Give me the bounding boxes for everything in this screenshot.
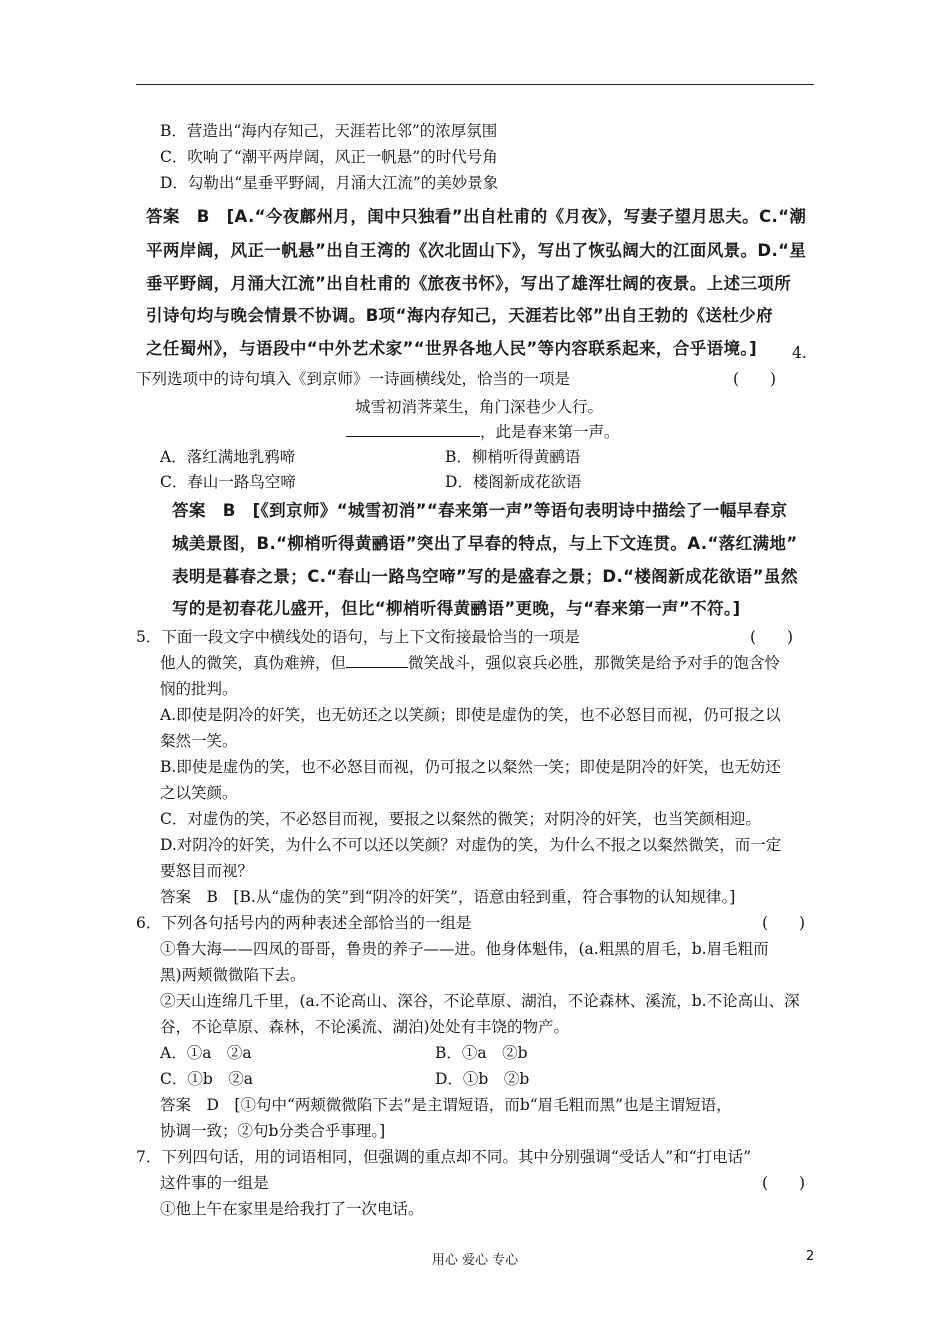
question-4-stem: 下列选项中的诗句填入《到京师》一诗画横线处，恰当的一项是 bbox=[136, 370, 571, 388]
answer-5: 答案 B [B.从“虚伪的笑”到“阴冷的奸笑”，语意由轻到重，符合事物的认知规律。] bbox=[160, 888, 736, 906]
q6-option-a: A．①a ②a bbox=[160, 1044, 252, 1062]
q5-option-b-2: 之以笑颜。 bbox=[160, 784, 238, 802]
q5-option-d-2: 要怒目而视？ bbox=[160, 862, 254, 880]
question-6-stem: 6．下列各句括号内的两种表述全部恰当的一组是 bbox=[136, 914, 472, 932]
answer-6-line-2: 协调一致；②句b分类合乎事理。] bbox=[160, 1122, 386, 1140]
answer-3-line-5: 之任蜀州》，与语段中“中外艺术家”“世界各地人民”等内容联系起来，合乎语境。] bbox=[146, 339, 758, 358]
question-5-passage-1: 他人的微笑，真伪难辨，但 微笑战斗，强似哀兵必胜，那微笑是给予对手的饱含怜 bbox=[160, 654, 781, 672]
question-7-stem-2: 这件事的一组是 bbox=[160, 1174, 269, 1192]
q4-option-b: B．柳梢听得黄鹂语 bbox=[445, 448, 581, 466]
question-6-sentence-2b: 谷，不论草原、森林，不论溪流、湖泊)处处有丰饶的物产。 bbox=[160, 1018, 570, 1036]
q4-option-a: A．落红满地乳鸦啼 bbox=[160, 448, 296, 466]
q6-option-b: B．①a ②b bbox=[435, 1044, 528, 1062]
q6-option-d: D．①b ②b bbox=[435, 1070, 530, 1088]
q5-option-d-1: D.对阴冷的奸笑，为什么不可以还以笑颜？对虚伪的笑，为什么不报之以粲然微笑，而一定 bbox=[160, 836, 782, 854]
q5-option-c: C．对虚伪的笑，不必怒目而视，要报之以粲然的微笑；对阴冷的奸笑，也当笑颜相迎。 bbox=[160, 810, 761, 828]
answer-3-line-3: 垂平野阔，月涌大江流”出自杜甫的《旅夜书怀》，写出了雄浑壮阔的夜景。上述三项所 bbox=[146, 274, 792, 293]
poem-line-2: ，此是春来第一声。 bbox=[346, 422, 620, 442]
option-c: C．吹响了“潮平两岸阔，风正一帆悬”的时代号角 bbox=[160, 148, 498, 166]
question-7-paren: ( ) bbox=[762, 1174, 806, 1192]
answer-6-line-1: 答案 D [①句中“两颊微微陷下去”是主谓短语，而b“眉毛粗而黑”也是主谓短语， bbox=[160, 1096, 732, 1114]
q4-option-d: D．楼阁新成花欲语 bbox=[445, 473, 582, 491]
q5-option-b-1: B.即使是虚伪的笑，也不必怒目而视，仍可报之以粲然一笑；即使是阴冷的奸笑，也无妨还 bbox=[160, 758, 781, 776]
page-footer: 用心 爱心 专心 bbox=[431, 1253, 519, 1268]
q6-option-c: C．①b ②a bbox=[160, 1070, 254, 1088]
question-5-passage-2: 悯的批判。 bbox=[160, 680, 238, 698]
question-7-sentence-1: ①他上午在家里是给我打了一次电话。 bbox=[160, 1200, 424, 1218]
question-6-sentence-1b: 黑)两颊微微陷下去。 bbox=[160, 966, 306, 984]
q4-option-c: C．春山一路鸟空啼 bbox=[160, 473, 296, 491]
question-6-paren: ( ) bbox=[762, 914, 806, 932]
option-d: D．勾勒出“星垂平野阔，月涌大江流”的美妙景象 bbox=[160, 174, 499, 192]
answer-4-line-1: 答案 B [《到京师》“城雪初消”“春来第一声”等语句表明诗中描绘了一幅早春京 bbox=[172, 501, 788, 520]
page-number: 2 bbox=[806, 1249, 815, 1264]
question-4-paren: ( ) bbox=[733, 370, 777, 388]
question-5-stem: 5．下面一段文字中横线处的语句，与上下文衔接最恰当的一项是 bbox=[136, 628, 580, 646]
question-6-sentence-2a: ②天山连绵几千里，(a.不论高山、深谷，不论草原、湖泊，不论森林、溪流，b.不论高山、深 bbox=[160, 992, 800, 1010]
q5-option-a-2: 粲然一笑。 bbox=[160, 732, 238, 750]
question-6-sentence-1a: ①鲁大海——四凤的哥哥，鲁贵的养子——进。他身体魁伟，(a.粗黑的眉毛，b.眉毛粗而 bbox=[160, 940, 769, 958]
question-7-stem-1: 7．下列四句话，用的词语相同，但强调的重点却不同。其中分别强调“受话人”和“打电话” bbox=[136, 1148, 752, 1166]
answer-4-line-2: 城美景图，B.“柳梢听得黄鹂语”突出了早春的特点，与上下文连贯。A.“落红满地” bbox=[172, 534, 798, 553]
answer-4-line-3: 表明是暮春之景；C.“春山一路鸟空啼”写的是盛春之景；D.“楼阁新成花欲语”虽然 bbox=[172, 567, 798, 586]
answer-3-line-1: 答案 B [A.“今夜鄜州月，闺中只独看”出自杜甫的《月夜》，写妻子望月思夫。C.“潮 bbox=[146, 207, 807, 226]
header-rule bbox=[136, 84, 814, 85]
question-5-paren: ( ) bbox=[750, 628, 794, 646]
fill-blank bbox=[346, 653, 408, 668]
question-4-number: 4. bbox=[792, 344, 807, 362]
q5-option-a-1: A.即使是阴冷的奸笑，也无妨还之以笑颜；即使是虚伪的笑，也不必怒目而视，仍可报之以 bbox=[160, 706, 781, 724]
answer-3-line-4: 引诗句均与晚会情景不协调。B项“海内存知己，天涯若比邻”出自王勃的《送杜少府 bbox=[146, 306, 773, 325]
poem-line-1: 城雪初消荠菜生，角门深巷少人行。 bbox=[355, 398, 604, 416]
answer-3-line-2: 平两岸阔，风正一帆悬”出自王湾的《次北固山下》，写出了恢弘阔大的江面风景。D.“星 bbox=[146, 241, 807, 260]
fill-blank bbox=[346, 422, 480, 437]
option-b: B．营造出“海内存知己，天涯若比邻”的浓厚氛围 bbox=[160, 122, 498, 140]
answer-4-line-4: 写的是初春花儿盛开，但比“柳梢听得黄鹂语”更晚，与“春来第一声”不符。] bbox=[172, 599, 741, 618]
